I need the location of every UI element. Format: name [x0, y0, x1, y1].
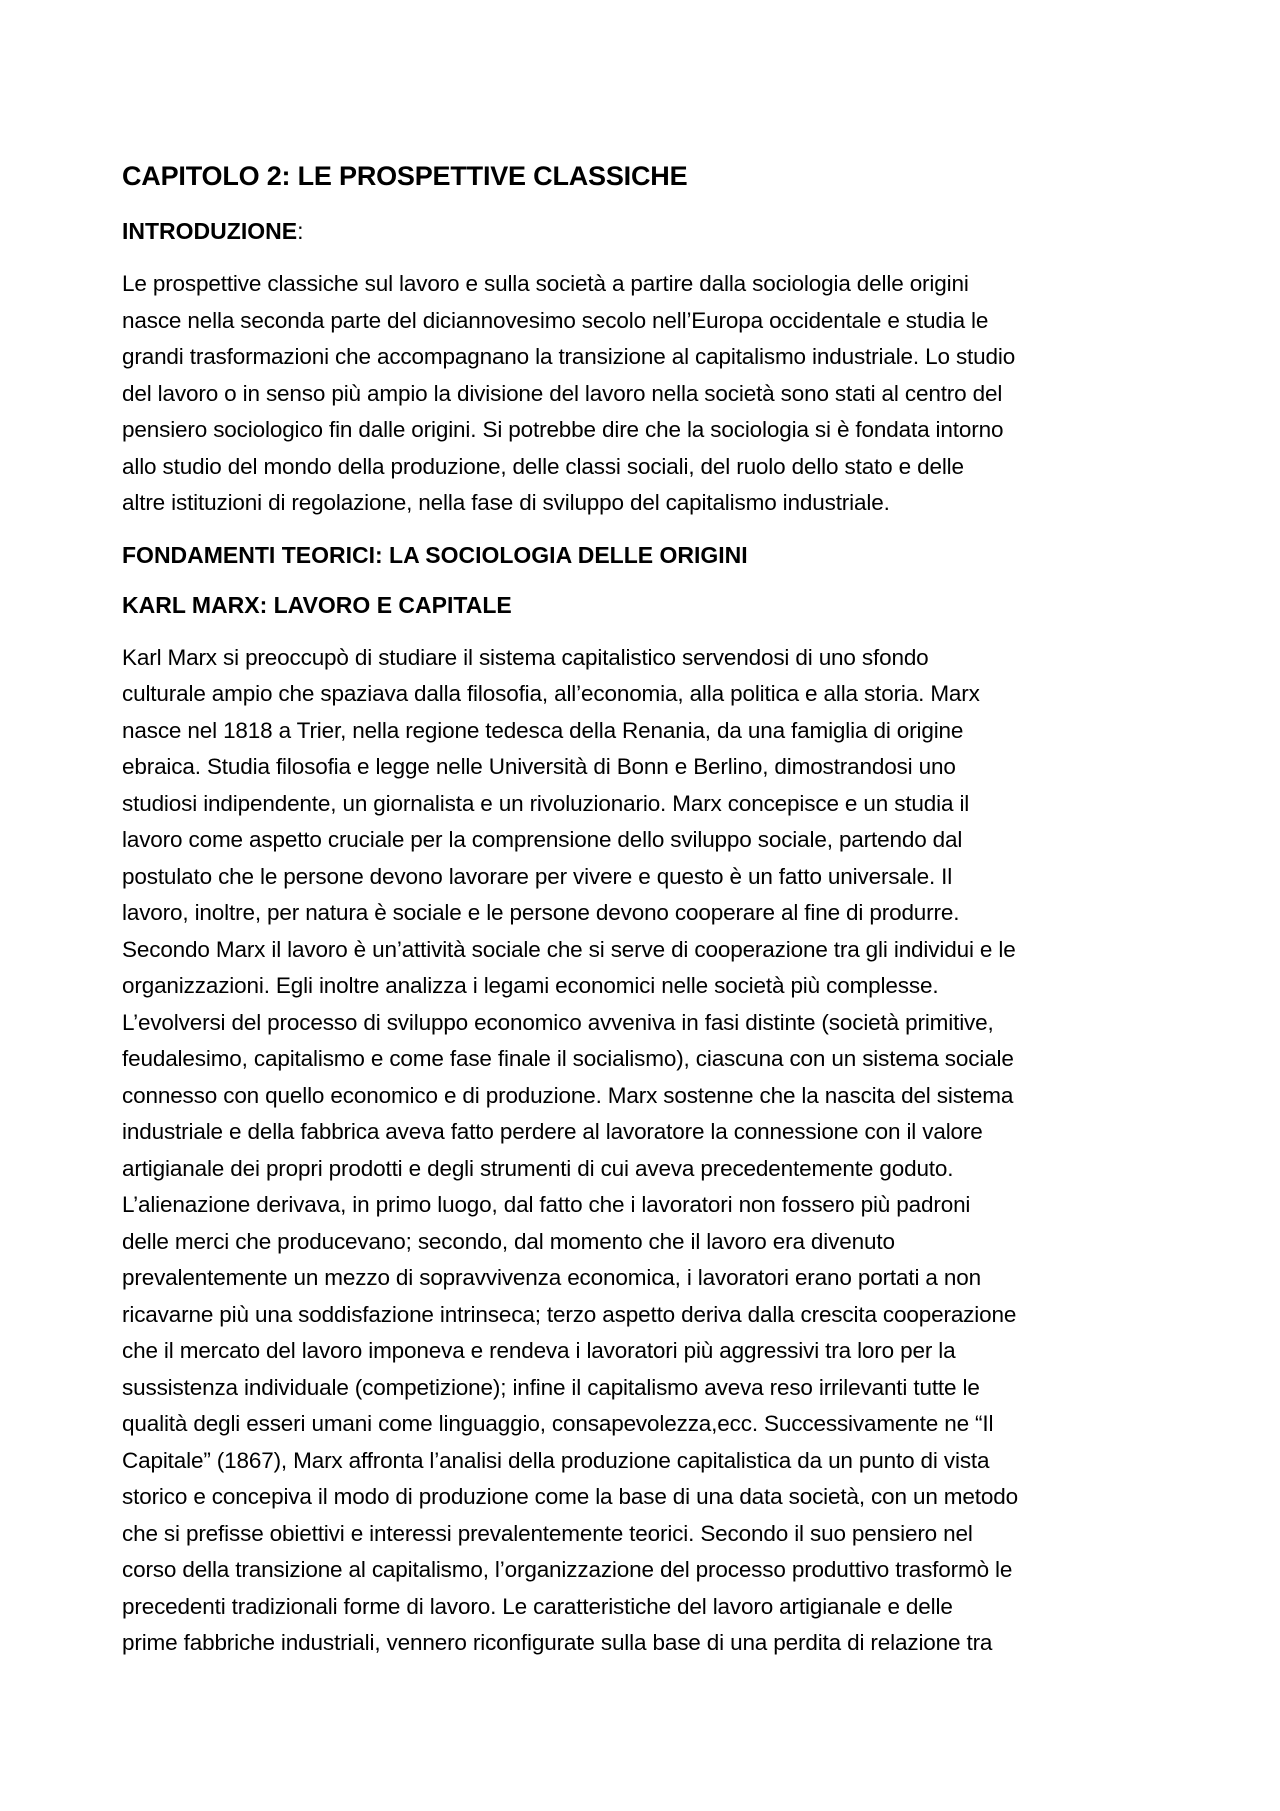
text-line: grandi trasformazioni che accompagnano la transizione al capitalismo industriale. Lo studio — [122, 344, 1016, 369]
text-line: Le prospettive classiche sul lavoro e sulla società a partire dalla sociologia delle origini — [122, 271, 969, 296]
intro-heading-text: INTRODUZIONE — [122, 218, 298, 244]
text-line: del lavoro o in senso più ampio la divisione del lavoro nella società sono stati al centro del — [122, 380, 1003, 406]
text-line: ebraica. Studia filosofia e legge nelle Università di Bonn e Berlino, dimostrandosi uno — [122, 754, 956, 779]
text-line: pensiero sociologico fin dalle origini. Si potrebbe dire che la sociologia si è fondata intorno — [122, 417, 1004, 442]
text-line: connesso con quello economico e di produzione. Marx sostenne che la nascita del sistema — [122, 1082, 1014, 1108]
text-line: Capitale” (1867), Marx affronta l’analisi della produzione capitalistica da un punto di vista — [122, 1447, 990, 1473]
marx-heading: KARL MARX: LAVORO E CAPITALE — [122, 591, 512, 618]
intro-heading — [122, 216, 1172, 246]
text-line: allo studio del mondo della produzione, delle classi sociali, del ruolo dello stato e delle — [122, 453, 964, 479]
text-line: lavoro come aspetto cruciale per la comprensione dello sviluppo sociale, partendo dal — [122, 827, 963, 852]
foundations-heading: FONDAMENTI TEORICI: LA SOCIOLOGIA DELLE ORIGINI — [122, 541, 748, 568]
text-line: corso della transizione al capitalismo, l’organizzazione del processo produttivo trasformò le — [122, 1557, 1013, 1582]
text-line: postulato che le persone devono lavorare per vivere e questo è un fatto universale. Il — [122, 863, 953, 889]
text-line: prevalentemente un mezzo di sopravvivenza economica, i lavoratori erano portati a non — [122, 1265, 981, 1290]
document-page — [122, 160, 1172, 1680]
chapter-title: CAPITOLO 2: LE PROSPETTIVE CLASSICHE — [122, 161, 688, 191]
text-line: qualità degli esseri umani come linguaggio, consapevolezza,ecc. Successivamente ne “Il — [122, 1411, 994, 1436]
text-line: studiosi indipendente, un giornalista e un rivoluzionario. Marx concepisce e un studia il — [122, 790, 970, 816]
text-line: altre istituzioni di regolazione, nella fase di sviluppo del capitalismo industriale. — [122, 490, 890, 515]
text-line: sussistenza individuale (competizione); infine il capitalismo aveva reso irrilevanti tutte le — [122, 1374, 980, 1400]
text-line: culturale ampio che spaziava dalla filosofia, all’economia, alla politica e alla storia. Marx — [122, 681, 980, 706]
text-line: Karl Marx si preoccupò di studiare il sistema capitalistico servendosi di uno sfondo — [122, 644, 929, 670]
text-line: che il mercato del lavoro imponeva e rendeva i lavoratori più aggressivi tra loro per la — [122, 1338, 956, 1363]
text-line: organizzazioni. Egli inoltre analizza i legami economici nelle società più complesse. — [122, 973, 939, 998]
text-line: precedenti tradizionali forme di lavoro. Le caratteristiche del lavoro artigianale e delle — [122, 1593, 953, 1619]
text-line: nasce nella seconda parte del diciannovesimo secolo nell’Europa occidentale e studia le — [122, 307, 989, 333]
text-line: nasce nel 1818 a Trier, nella regione tedesca della Renania, da una famiglia di origine — [122, 717, 964, 743]
text-line: che si prefisse obiettivi e interessi prevalentemente teorici. Secondo il suo pensiero nel — [122, 1520, 973, 1546]
text-line: lavoro, inoltre, per natura è sociale e le persone devono cooperare al fine di produrre. — [122, 900, 960, 925]
text-line: L’alienazione derivava, in primo luogo, dal fatto che i lavoratori non fossero più padroni — [122, 1192, 971, 1217]
marx-paragraph — [122, 640, 1172, 1662]
text-line: delle merci che producevano; secondo, dal momento che il lavoro era divenuto — [122, 1228, 895, 1254]
text-line: prime fabbriche industriali, vennero riconfigurate sulla base di una perdita di relazione tra — [122, 1630, 993, 1655]
text-line: L’evolversi del processo di sviluppo economico avveniva in fasi distinte (società primitive, — [122, 1009, 994, 1035]
text-line: feudalesimo, capitalismo e come fase finale il socialismo), ciascuna con un sistema sociale — [122, 1046, 1014, 1071]
text-line: storico e concepiva il modo di produzione come la base di una data società, con un metodo — [122, 1484, 1018, 1509]
intro-paragraph — [122, 266, 1172, 522]
intro-heading-colon: : — [297, 218, 304, 244]
text-line: artigianale dei propri prodotti e degli strumenti di cui aveva precedentemente goduto. — [122, 1155, 954, 1181]
text-line: Secondo Marx il lavoro è un’attività sociale che si serve di cooperazione tra gli individui e le — [122, 936, 1016, 962]
text-line: industriale e della fabbrica aveva fatto perdere al lavoratore la connessione con il valore — [122, 1119, 983, 1144]
text-line: ricavarne più una soddisfazione intrinseca; terzo aspetto deriva dalla crescita cooperazione — [122, 1301, 1017, 1327]
